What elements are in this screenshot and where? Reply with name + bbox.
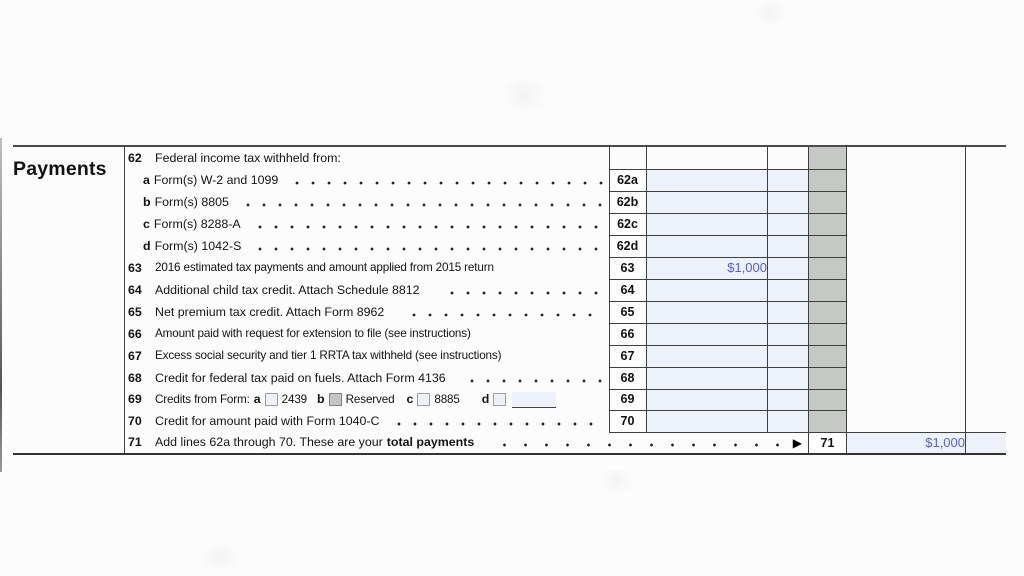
line-number-cell-66: 66	[620, 327, 635, 341]
grid-line	[767, 145, 768, 432]
video-smudge	[495, 80, 555, 110]
video-smudge	[750, 2, 790, 24]
cents-field-63[interactable]	[768, 257, 808, 279]
line-number-cell-67: 67	[620, 349, 635, 363]
cents-field-62d[interactable]	[768, 235, 808, 257]
line-label: Federal income tax withheld from:	[155, 151, 341, 165]
cents-field-67[interactable]	[768, 345, 808, 367]
form-line-64	[128, 279, 608, 301]
line-number: 71	[128, 435, 142, 449]
line-label: Form(s) 1042-S	[154, 239, 242, 253]
line-label: Credit for federal tax paid on fuels. Attach Form 4136	[155, 371, 446, 385]
line-number-cell-62d: 62d	[616, 239, 639, 253]
form-line-69	[128, 389, 608, 410]
line-label-bold: total payments	[386, 435, 475, 449]
amount-field-62b[interactable]	[647, 191, 767, 213]
cents-field-70[interactable]	[768, 410, 808, 432]
line-label: Form(s) W-2 and 1099	[153, 173, 279, 187]
line-number: 68	[128, 371, 142, 385]
form-line-62c	[128, 213, 608, 235]
form-line-66	[128, 323, 608, 345]
amount-field-71[interactable]: $1,000	[847, 433, 970, 453]
cents-field-68[interactable]	[768, 367, 808, 389]
dot-leader	[442, 279, 604, 301]
checkbox-reserved	[329, 393, 342, 406]
form-line-68	[128, 367, 608, 389]
amount-field-62a[interactable]	[647, 169, 767, 191]
line-label: 2016 estimated tax payments and amount applied from 2015 return	[155, 261, 494, 274]
line-number: 64	[128, 283, 142, 297]
amount-field-70[interactable]	[647, 410, 767, 432]
line-letter: c	[406, 392, 414, 406]
line-number: 70	[128, 414, 142, 428]
line-label: Excess social security and tier 1 RRTA tax withheld (see instructions)	[155, 349, 502, 362]
cents-field-71[interactable]	[966, 433, 1006, 453]
form-line-71	[128, 432, 804, 453]
line-label: Form(s) 8288-A	[153, 217, 241, 231]
line-label: Amount paid with request for extension to file (see instructions)	[155, 327, 471, 340]
amount-field-65[interactable]	[647, 301, 767, 323]
cents-field-66[interactable]	[768, 323, 808, 345]
line-number: 66	[128, 327, 142, 341]
page-edge-artifact	[0, 138, 2, 472]
other-form-input[interactable]	[512, 392, 556, 408]
dot-leader	[492, 432, 789, 453]
amount-field-66[interactable]	[647, 323, 767, 345]
checkbox-2439[interactable]	[265, 393, 278, 406]
line-label: Add lines 62a through 70. These are your	[155, 435, 383, 449]
line-label: Credit for amount paid with Form 1040-C	[155, 414, 380, 428]
line-label: Form(s) 8805	[154, 195, 229, 209]
grid-line	[965, 145, 966, 453]
form-line-62	[128, 147, 608, 169]
video-smudge	[595, 470, 639, 492]
dot-leader	[238, 191, 604, 213]
checkbox-label: Reserved	[345, 393, 395, 406]
line-number-cell-69: 69	[620, 392, 635, 406]
grid-line	[646, 145, 647, 432]
form-line-62b	[128, 191, 608, 213]
line-number: 63	[128, 261, 142, 275]
dot-leader	[389, 410, 604, 432]
form-line-65	[128, 301, 608, 323]
line-letter: c	[143, 217, 150, 231]
line-label: Credits from Form:	[155, 393, 250, 406]
line-number-cell-62a: 62a	[617, 173, 638, 187]
line-number: 65	[128, 305, 142, 319]
line-letter: a	[143, 173, 150, 187]
amount-field-69[interactable]	[647, 389, 767, 410]
line-label: Additional child tax credit. Attach Schedule 8812	[155, 283, 420, 297]
checkbox-label: 2439	[281, 393, 308, 406]
cents-field-64[interactable]	[768, 279, 808, 301]
dot-leader	[404, 301, 604, 323]
line-number-cell-71: 71	[809, 433, 846, 453]
line-number-cell-62b: 62b	[616, 195, 639, 209]
video-smudge	[195, 545, 245, 569]
checkbox-other[interactable]	[493, 393, 506, 406]
form-line-62a	[128, 169, 608, 191]
line-number: 69	[128, 392, 142, 406]
amount-field-67[interactable]	[647, 345, 767, 367]
total-arrow-icon: ▶	[792, 436, 802, 450]
line-number: 67	[128, 349, 142, 363]
line-letter: d	[143, 239, 151, 253]
line-number-cell-65: 65	[620, 305, 635, 319]
line-letter: a	[253, 392, 261, 406]
form-line-63	[128, 257, 608, 279]
amount-field-68[interactable]	[647, 367, 767, 389]
form-line-67	[128, 345, 608, 367]
line-letter: b	[143, 195, 151, 209]
grid-line	[124, 145, 125, 453]
line-label: Net premium tax credit. Attach Form 8962	[155, 305, 385, 319]
amount-field-63[interactable]: $1,000	[647, 257, 772, 279]
amount-field-62d[interactable]	[647, 235, 767, 257]
grid-line	[846, 145, 847, 453]
line-number-cell-62c: 62c	[617, 217, 638, 231]
cents-field-62c[interactable]	[768, 213, 808, 235]
dot-leader	[287, 169, 604, 191]
grid-line	[808, 145, 809, 453]
table-border-bottom	[13, 453, 1006, 455]
dot-leader	[250, 235, 604, 257]
line-number-cell-64: 64	[620, 283, 635, 297]
line-number-cell-70: 70	[620, 414, 635, 428]
amount-field-64[interactable]	[647, 279, 767, 301]
line-number-cell-63: 63	[620, 261, 635, 275]
form-line-62d	[128, 235, 608, 257]
line-number-cell-68: 68	[620, 371, 635, 385]
cents-field-65[interactable]	[768, 301, 808, 323]
line-letter: d	[481, 392, 490, 406]
amount-field-62c[interactable]	[647, 213, 767, 235]
line-number: 62	[128, 151, 142, 165]
cents-field-62a[interactable]	[768, 169, 808, 191]
line-letter: b	[317, 392, 325, 406]
checkbox-8885[interactable]	[417, 393, 430, 406]
cents-field-69[interactable]	[768, 389, 808, 410]
cents-field-62b[interactable]	[768, 191, 808, 213]
form-line-70	[128, 410, 608, 432]
section-title-payments: Payments	[13, 158, 107, 180]
dot-leader	[462, 367, 604, 389]
checkbox-label: 8885	[434, 393, 460, 406]
dot-leader	[250, 213, 604, 235]
